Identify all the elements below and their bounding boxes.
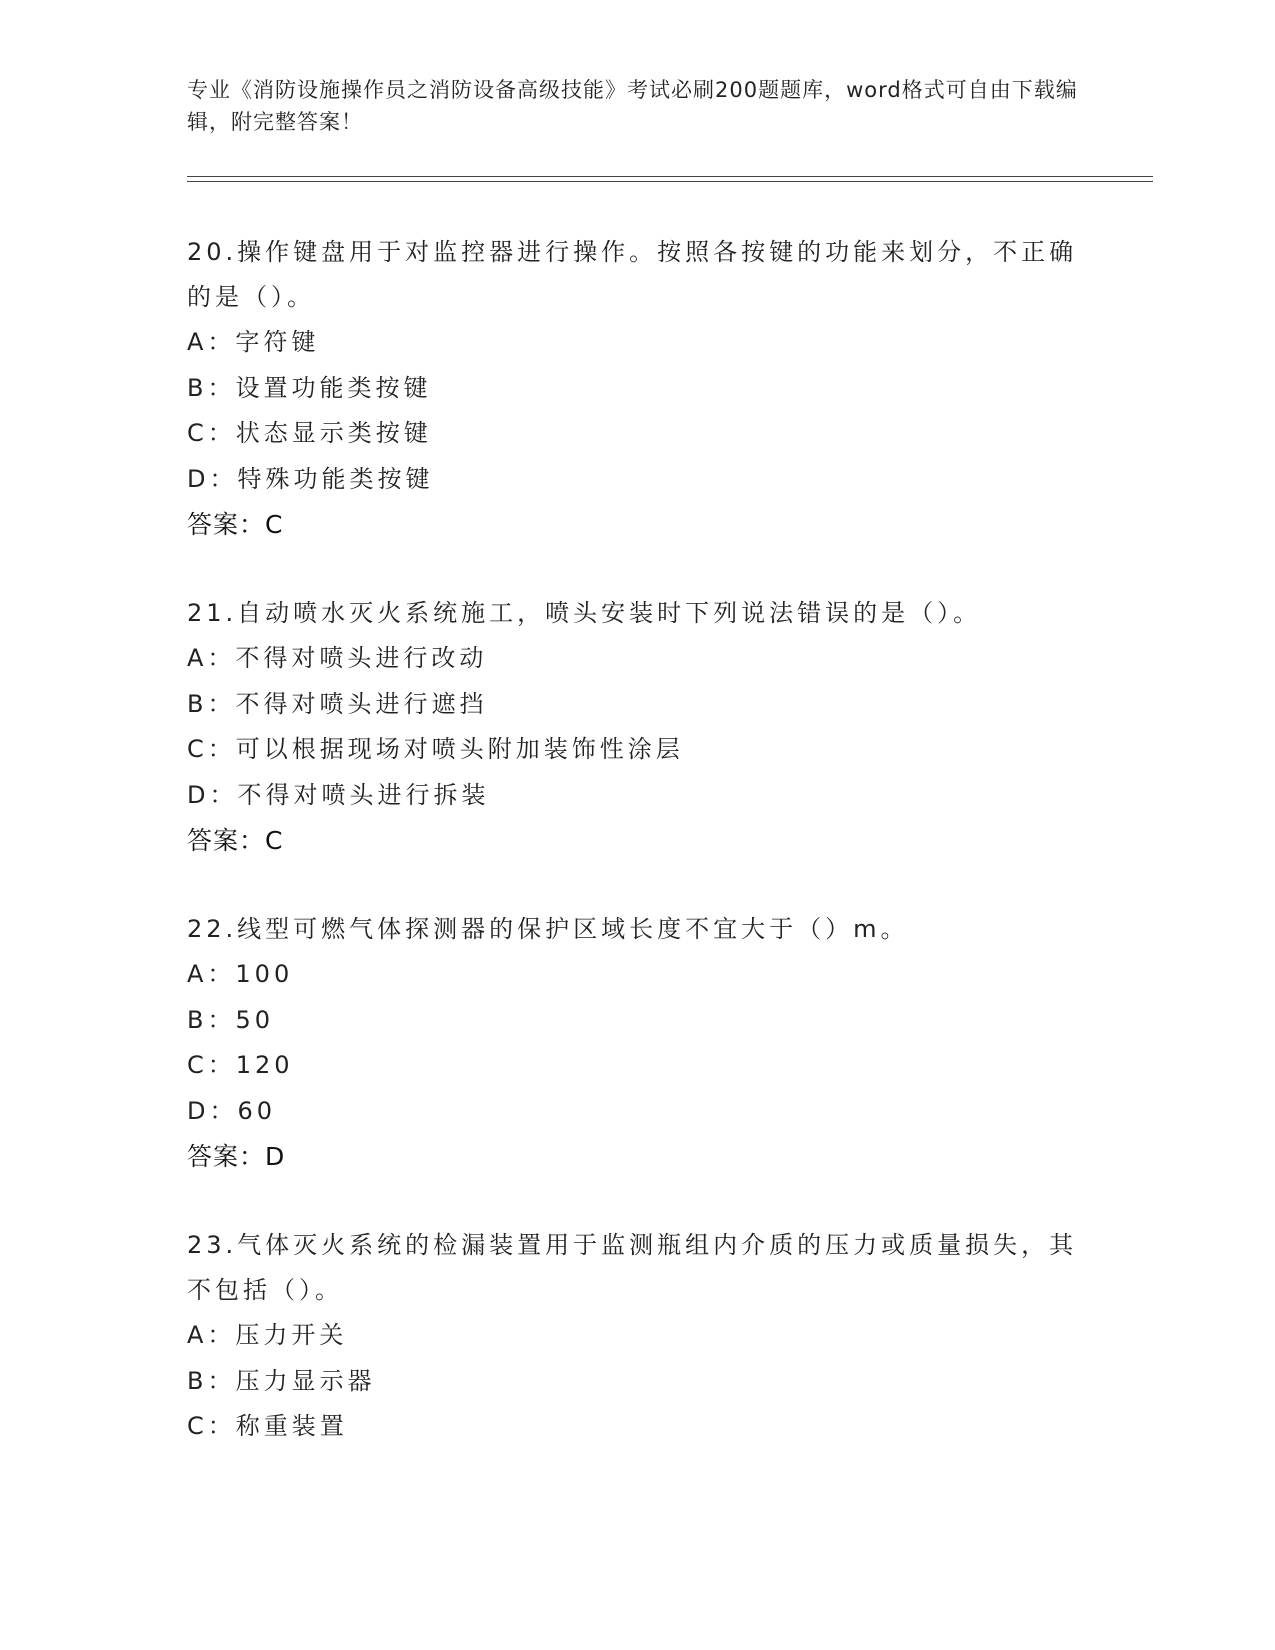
question-list <box>187 230 1087 1493</box>
option-d: D：60 <box>187 1096 277 1125</box>
option-c: C：状态显示类按键 <box>187 419 432 447</box>
question-20 <box>187 230 1087 548</box>
question-stem: 22.线型可燃气体探测器的保护区域长度不宜大于（）m。 <box>187 915 909 943</box>
question-stem: 23.气体灭火系统的检漏装置用于监测瓶组内介质的压力或质量损失，其不包括（）。 <box>187 1231 1078 1304</box>
option-d: D：特殊功能类按键 <box>187 464 434 493</box>
option-c: C：称重装置 <box>187 1412 348 1440</box>
answer-line: 答案：C <box>187 826 284 855</box>
option-a: A：不得对喷头进行改动 <box>187 644 488 672</box>
header-divider-bottom <box>187 181 1153 182</box>
option-a: A：压力开关 <box>187 1321 348 1349</box>
option-a: A：字符键 <box>187 328 320 356</box>
option-c: C：可以根据现场对喷头附加装饰性涂层 <box>187 735 684 763</box>
question-stem: 21.自动喷水灭火系统施工，喷头安装时下列说法错误的是（）。 <box>187 599 982 627</box>
option-b: B：50 <box>187 1005 275 1034</box>
answer-line: 答案：D <box>187 1142 286 1171</box>
answer-line: 答案：C <box>187 510 284 539</box>
header-divider-top <box>187 176 1153 177</box>
question-23 <box>187 1223 1087 1450</box>
option-b: B：设置功能类按键 <box>187 373 432 402</box>
option-b: B：压力显示器 <box>187 1366 376 1395</box>
question-stem: 20.操作键盘用于对监控器进行操作。按照各按键的功能来划分，不正确的是（）。 <box>187 238 1078 311</box>
option-d: D：不得对喷头进行拆装 <box>187 780 490 809</box>
option-c: C：120 <box>187 1051 294 1079</box>
question-21 <box>187 591 1087 864</box>
option-a: A：100 <box>187 960 294 988</box>
question-22 <box>187 907 1087 1180</box>
option-b: B：不得对喷头进行遮挡 <box>187 689 488 718</box>
document-header: 专业《消防设施操作员之消防设备高级技能》考试必刷200题题库，word格式可自由下载编辑，附完整答案！ <box>187 78 1078 134</box>
